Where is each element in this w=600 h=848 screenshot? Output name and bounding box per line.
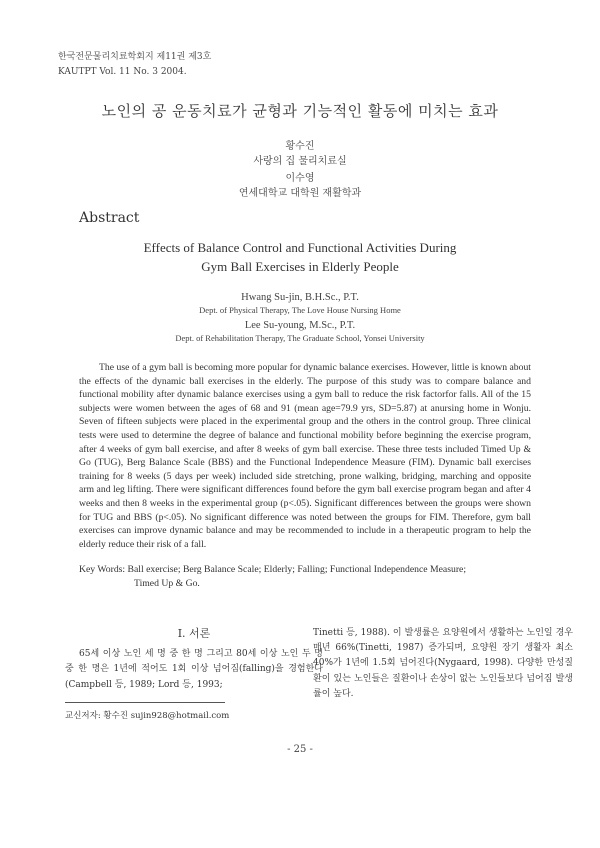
keywords-line-2: Timed Up & Go. [134, 577, 200, 589]
corresponding-author-footnote: 교신저자: 황수진 sujin928@hotmail.com [65, 711, 230, 721]
section-heading-introduction: Ⅰ. 서론 [177, 627, 211, 640]
english-title-line-2: Gym Ball Exercises in Elderly People [201, 259, 399, 274]
abstract-body [79, 361, 531, 551]
intro-right-column [313, 626, 573, 702]
abstract-heading: Abstract [79, 210, 140, 226]
english-author-1-affiliation: Dept. of Physical Therapy, The Love House Nursing Home [199, 305, 401, 315]
english-title-line-1: Effects of Balance Control and Functional Activities During [143, 240, 457, 255]
korean-title: 노인의 공 운동치료가 균형과 기능적인 활동에 미치는 효과 [101, 102, 499, 120]
korean-author-1-name: 황수진 [285, 141, 315, 152]
keywords-line-1: Key Words: Ball exercise; Berg Balance Scale; Elderly; Falling; Functional Independence Measure; [79, 564, 467, 575]
english-author-2-name: Lee Su-young, M.Sc., P.T. [244, 320, 356, 331]
page-number: - 25 - [287, 744, 313, 755]
journal-volume: KAUTPT Vol. 11 No. 3 2004. [58, 67, 187, 77]
english-title [0, 238, 600, 276]
intro-left-paragraph: 65세 이상 노인 세 명 중 한 명 그리고 80세 이상 노인 두 명 중 한 명은 1년에 적어도 1회 이상 넘어짐(falling)을 경험한다(Campbell 등, 1989; Lord 등, 1993; [65, 649, 323, 690]
intro-right-paragraph: Tinetti 등, 1988). 이 발생률은 요양원에서 생활하는 노인일 경우 매년 66%(Tinetti, 1987) 증가되며, 요양원 장기 생활자 최소 40%가 1년에 1.5회 넘어진다(Nygaard, 1998). 다양한 만성질환이 있는 노인들은 질환이나 손상이 없는 노인들보다 넘어짐 발생률이 높다. [313, 628, 573, 699]
english-author-1-name: Hwang Su-jin, B.H.Sc., P.T. [241, 292, 359, 303]
journal-name: 한국전문물리치료학회지 제11권 제3호 [58, 52, 212, 62]
journal-header [58, 50, 211, 80]
korean-author-1-affiliation: 사랑의 집 물리치료실 [253, 156, 347, 167]
korean-author-2-name: 이수영 [285, 173, 315, 184]
english-author-2-affiliation: Dept. of Rehabilitation Therapy, The Graduate School, Yonsei University [175, 333, 425, 343]
abstract-paragraph: The use of a gym ball is becoming more popular for dynamic balance exercises. However, little is known about the effects of the dynamic ball exercises in the elderly. The purpose of this study was to compare balance and functional mobility after dynamic balance exercises using a gym ball to reduce the risk factorfor falls. All of the 15 subjects were women between the ages of 68 and 91 (mean age=79.9 yrs, SD=5.87) at anursing home in Wonju. Seven of fifteen subjects were placed in the experimental group and the others in the control group. Three clinical tests were used to determine the degree of balance and functional mobility before beginning the exercise program, after 4 weeks of gym ball exercise, and after 8 weeks of gym ball exercise. These three tests included Timed Up & Go (TUG), Berg Balance Scale (BBS) and the Functional Independence Measure (FIM). Dynamic ball exercises training for 8 weeks (5 days per week) included side stretching, prone walking, bridging, marching and opposite arm and leg lifting. There were significant differences found before the gym ball exercise program began and after 4 weeks and then 8 weeks in the experimental group (p<.05). Significant differences between the groups were shown for TUG and BBS (p<.05). No significant difference was noted between the groups for FIM. Therefore, gym ball exercises can improve dynamic balance and may be recommended to include in a therapeutic program to help the elderly reduce their risk of a fall. [79, 362, 531, 550]
keywords [79, 563, 539, 590]
footnote-divider [65, 702, 225, 703]
korean-author-2-affiliation: 연세대학교 대학원 재활학과 [238, 188, 362, 199]
intro-left-column [65, 626, 323, 693]
